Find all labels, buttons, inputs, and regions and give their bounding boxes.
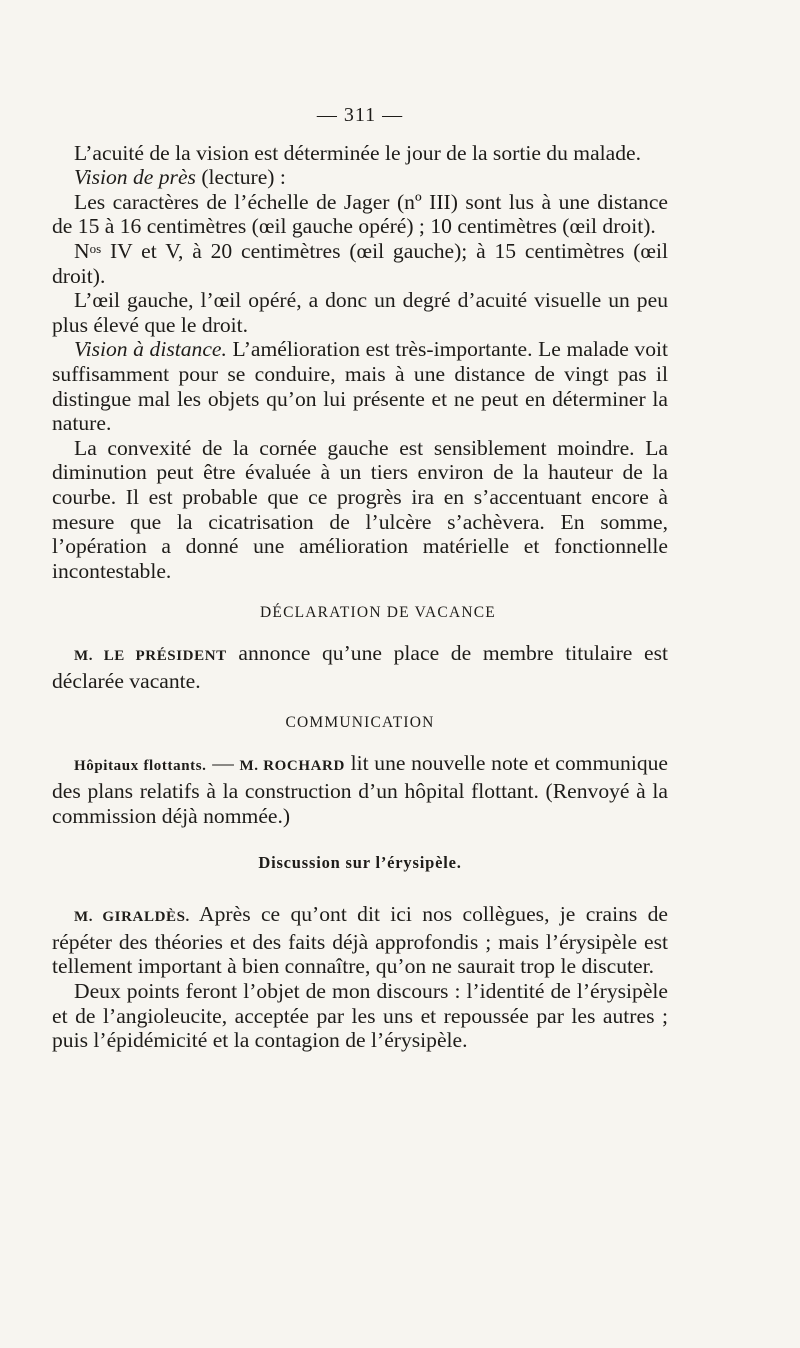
document-page — [52, 103, 668, 1053]
distance-vision-label: Vision à distance. — [74, 337, 227, 362]
paragraph-two-points — [52, 979, 668, 1053]
giraldes-speaker: M. GIRALDÈS. — [74, 909, 190, 926]
paragraph-floating-hospitals — [52, 751, 668, 828]
paragraph-jager — [52, 190, 668, 239]
paragraph-near-vision — [52, 165, 668, 190]
numbers-prefix: N — [74, 238, 90, 263]
paragraph-cornea — [52, 436, 668, 584]
floating-hospitals-dash: — — [206, 751, 240, 776]
distance-vision-text: L’amélioration est très-importante. Le malade voit suffisamment pour se conduire, mais à une distance de vingt pas il distingue mal les objets qu’on lui présente et ne peut en déterminer la nature. — [52, 337, 668, 436]
paragraph-acuity — [52, 141, 668, 166]
paragraph-acuity-text: L’acuité de la vision est déterminée le jour de la sortie du malade. — [74, 140, 642, 165]
left-eye-text: L’œil gauche, l’œil opéré, a donc un degré d’acuité visuelle un peu plus élevé que le droit. — [52, 288, 668, 337]
rochard-speaker: M. ROCHARD — [239, 758, 345, 775]
two-points-text: Deux points feront l’objet de mon discours : l’identité de l’érysipèle et de l’angioleucite, acceptée par les uns et repoussée par les autres ; puis l’épidémicité et la contagion de l’érysipèle. — [52, 979, 668, 1053]
numbers-sup: os — [89, 240, 102, 256]
jager-text: Les caractères de l’échelle de Jager (nº III) sont lus à une distance de 15 à 16 centimètres (œil gauche opéré) ; 10 centimètres (œil droit). — [52, 189, 668, 239]
page-number: — 311 — — [316, 104, 404, 126]
heading-discussion-erysipele: Discussion sur l’érysipèle. — [258, 853, 462, 873]
numbers-text: IV et V, à 20 centimètres (œil gauche); à 15 centimètres (œil droit). — [52, 238, 668, 288]
president-text: annonce qu’une place de membre titulaire est déclarée vacante. — [52, 641, 668, 693]
paragraph-president — [52, 641, 668, 693]
paragraph-giraldes — [52, 902, 668, 979]
giraldes-text: Après ce qu’ont dit ici nos collègues, je crains de répéter des théories et des faits déjà approfondis ; mais l’érysipèle est tellement important à bien connaître, qu’on ne saurait trop le discuter. — [52, 902, 668, 979]
heading-declaration-vacance: DÉCLARATION DE VACANCE — [260, 604, 496, 622]
near-vision-text: (lecture) : — [195, 165, 286, 190]
paragraph-left-eye — [52, 288, 668, 337]
cornea-text: La convexité de la cornée gauche est sensiblement moindre. La diminution peut être évaluée à un tiers environ de la hauteur de la courbe. Il est probable que ce progrès ira en s’accentuant encore à mesure que la cicatrisation de l’ulcère s’achèvera. En somme, l’opération a donné une amélioration matérielle et fonctionnelle incontestable. — [52, 435, 668, 583]
president-speaker: M. LE PRÉSIDENT — [74, 648, 227, 665]
heading-communication: COMMUNICATION — [285, 714, 435, 732]
floating-hospitals-text: lit une nouvelle note et communique des plans relatifs à la construction d’un hôpital flottant. (Renvoyé à la commission déjà nommée.) — [52, 751, 669, 828]
floating-hospitals-label: Hôpitaux flottants. — [74, 758, 207, 775]
paragraph-numbers — [52, 239, 668, 288]
paragraph-distance-vision — [52, 337, 668, 435]
near-vision-label: Vision de près — [74, 165, 196, 190]
